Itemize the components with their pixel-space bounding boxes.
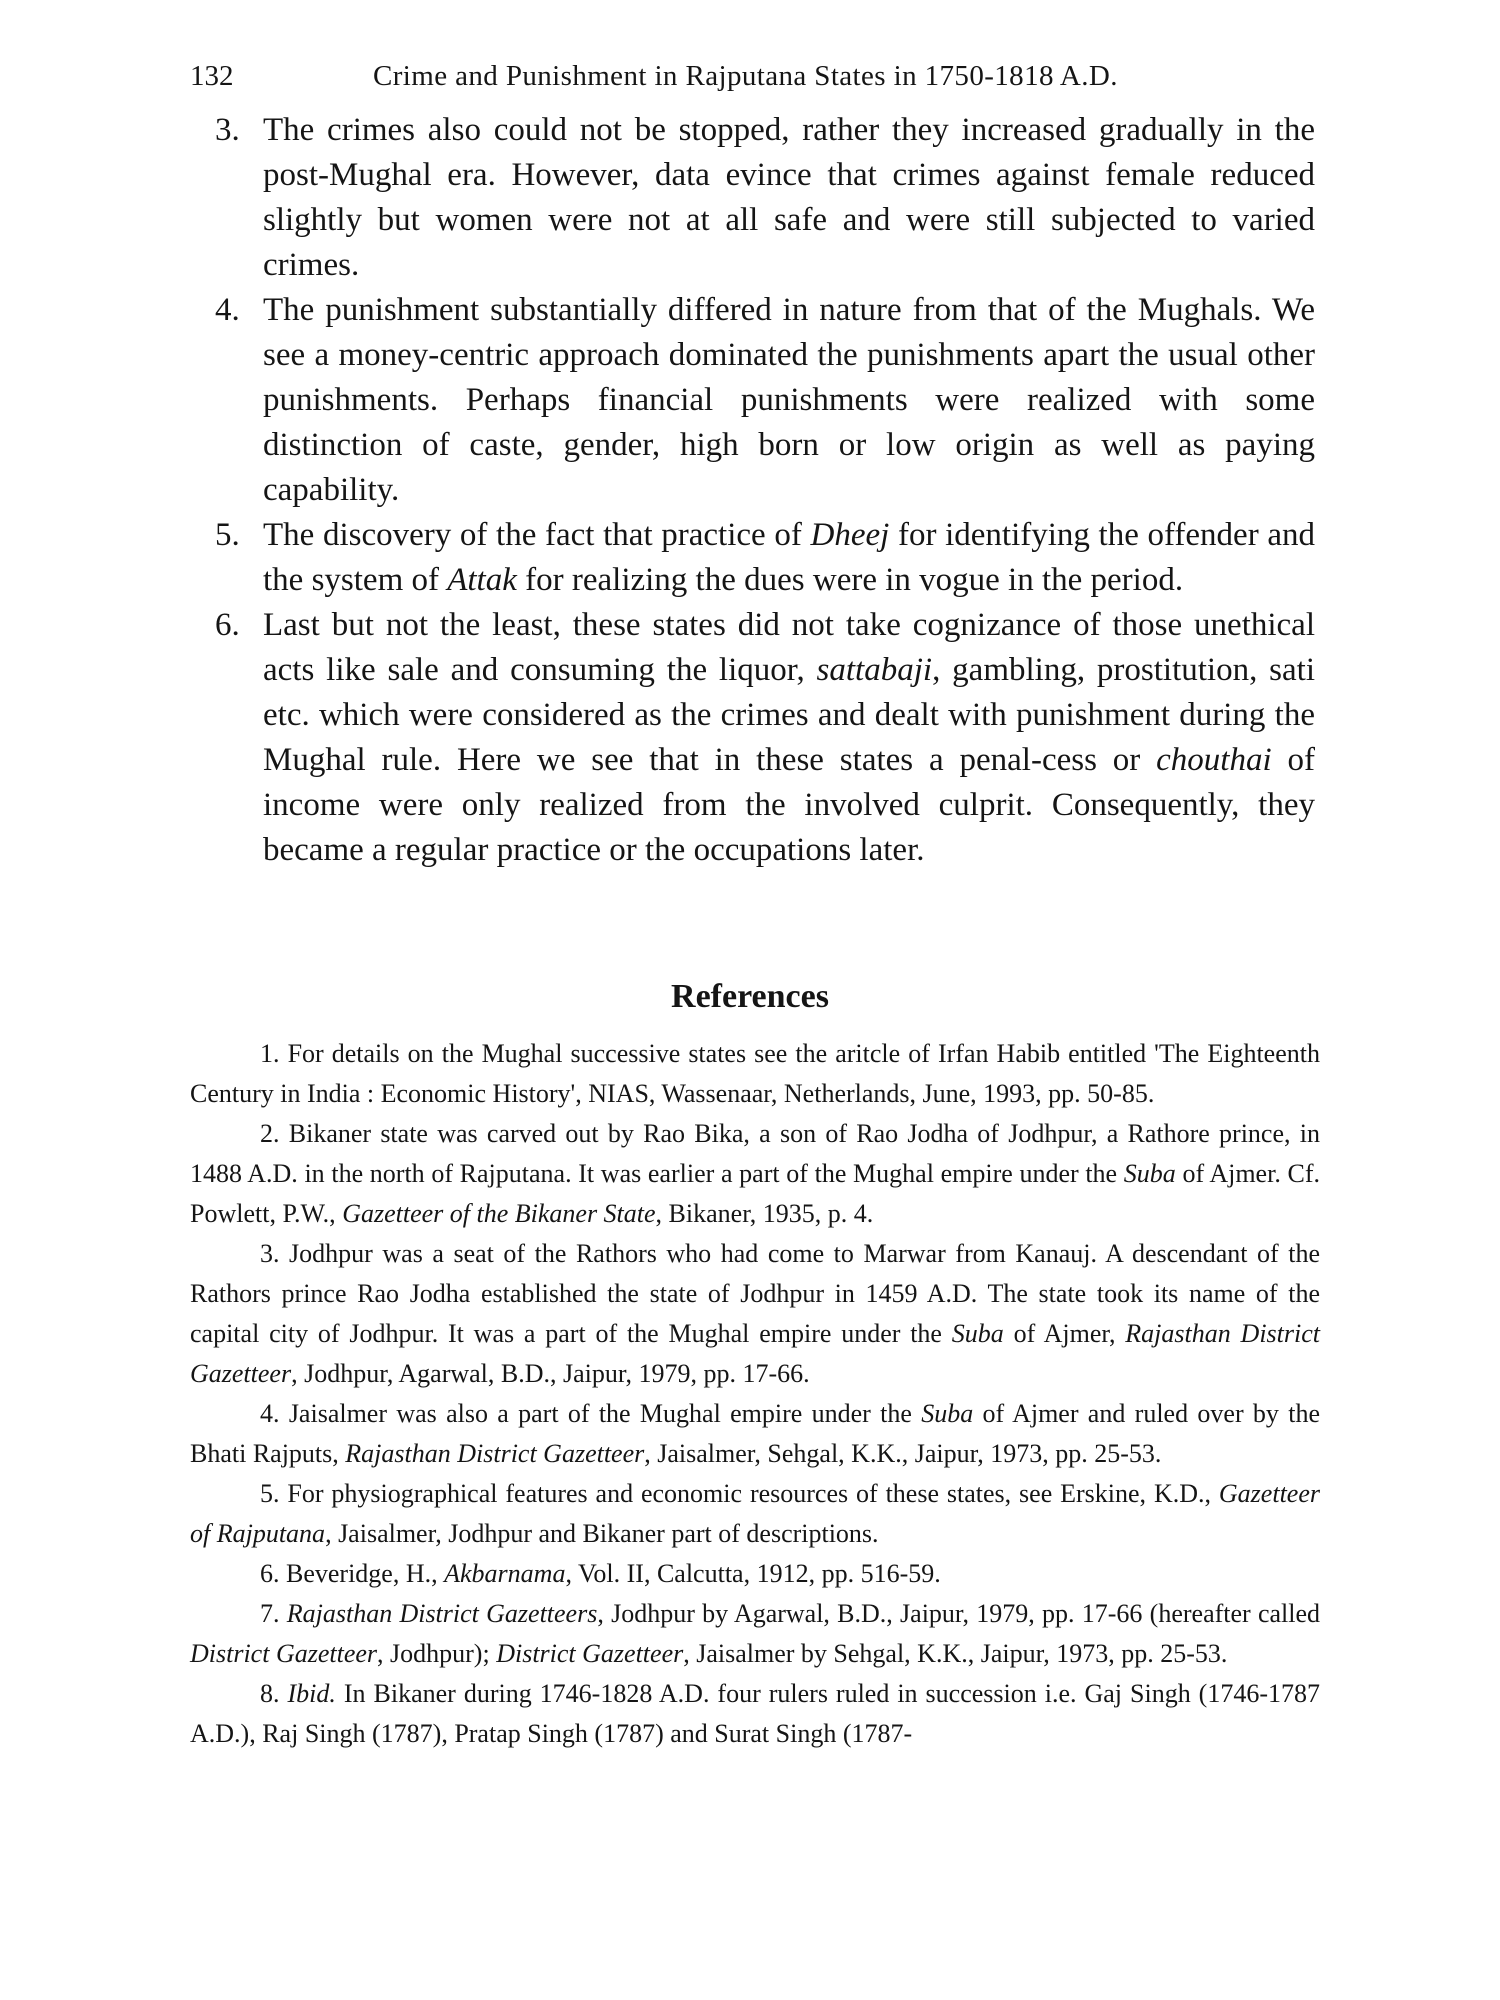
italic-title: District Gazetteer bbox=[496, 1639, 684, 1668]
reference-text: In Bikaner during 1746-1828 A.D. four rulers ruled in succession i.e. Gaj Singh (1746-1787 A.D.), Raj Singh (1787), Pratap Singh (1787) and Surat Singh (1787- bbox=[190, 1679, 1320, 1748]
item-text: The crimes also could not be stopped, rather they increased gradually in the post-Mughal era. However, data evince that crimes against female reduced slightly but women were not at all safe and were still subjected to varied crimes. bbox=[263, 112, 1315, 283]
reference-item bbox=[190, 1394, 1320, 1474]
item-text: , gambling, prostitution, sati etc. which were considered as the crimes and dealt with punishment during the Mughal rule. Here we see that in these states a penal-cess or bbox=[263, 652, 1316, 778]
item-text: The discovery of the fact that practice of bbox=[263, 517, 811, 553]
italic-title: Rajasthan District Gazetteer bbox=[345, 1439, 645, 1468]
reference-text: , Vol. II, Calcutta, 1912, pp. 516-59. bbox=[565, 1559, 941, 1588]
references-heading: References bbox=[671, 978, 829, 1015]
page-number: 132 bbox=[190, 60, 234, 92]
italic-term: Attak bbox=[447, 562, 517, 598]
item-text: for identifying the offender and the system of bbox=[263, 517, 1315, 598]
reference-text: 3. Jodhpur was a seat of the Rathors who had come to Marwar from Kanauj. A descendant of the Rathors prince Rao Jodha established the state of Jodhpur in 1459 A.D. The state took its name of the capital city of Jodhpur. It was a part of the Mughal empire under the bbox=[190, 1239, 1320, 1348]
italic-title: Rajasthan District Gazetteer bbox=[190, 1319, 1320, 1388]
reference-text: of Ajmer and ruled over by the Bhati Rajputs, bbox=[190, 1399, 1320, 1468]
conclusion-item bbox=[215, 108, 1315, 288]
item-number: 6. bbox=[215, 607, 240, 643]
reference-text: of Ajmer, bbox=[1003, 1319, 1126, 1348]
reference-item bbox=[190, 1234, 1320, 1394]
item-text: Last but not the least, these states did not take cognizance of those unethical acts like sale and consuming the liquor, bbox=[263, 607, 1315, 688]
conclusions-list bbox=[215, 108, 1315, 873]
item-text: The punishment substantially differed in nature from that of the Mughals. We see a money-centric approach dominated the punishments apart the usual other punishments. Perhaps financial punishments were realized with some distinction of caste, gender, high born or low origin as well as paying capability. bbox=[263, 292, 1315, 508]
conclusion-item bbox=[215, 603, 1315, 873]
references-list bbox=[190, 1034, 1320, 1754]
running-header bbox=[190, 56, 1320, 96]
item-text: for realizing the dues were in vogue in the period. bbox=[516, 562, 1184, 598]
item-number: 3. bbox=[215, 112, 240, 148]
reference-item bbox=[190, 1594, 1320, 1674]
conclusion-item bbox=[215, 513, 1315, 603]
reference-text: 8. bbox=[260, 1679, 288, 1708]
reference-text: , Bikaner, 1935, p. 4. bbox=[655, 1199, 874, 1228]
italic-term: sattabaji bbox=[816, 652, 933, 688]
item-number: 5. bbox=[215, 517, 240, 553]
italic-title: District Gazetteer bbox=[190, 1639, 378, 1668]
reference-text: 1. For details on the Mughal successive states see the aritcle of Irfan Habib entitled 'The Eighteenth Century in India : Economic History', NIAS, Wassenaar, Netherlands, June, 1993, pp. 50-85. bbox=[190, 1039, 1320, 1108]
reference-text: 6. Beveridge, H., bbox=[260, 1559, 445, 1588]
reference-text: 4. Jaisalmer was also a part of the Mughal empire under the bbox=[260, 1399, 922, 1428]
italic-term: Dheej bbox=[810, 517, 890, 553]
italic-term: Ibid. bbox=[287, 1679, 336, 1708]
reference-item bbox=[190, 1474, 1320, 1554]
reference-text: , Jodhpur, Agarwal, B.D., Jaipur, 1979, pp. 17-66. bbox=[291, 1359, 810, 1388]
reference-item bbox=[190, 1554, 1320, 1594]
reference-text: 2. Bikaner state was carved out by Rao Bika, a son of Rao Jodha of Jodhpur, a Rathore prince, in 1488 A.D. in the north of Rajputana. It was earlier a part of the Mughal empire under the bbox=[190, 1119, 1320, 1188]
reference-text: 5. For physiographical features and economic resources of these states, see Erskine, K.D., bbox=[260, 1479, 1219, 1508]
italic-title: Gazetteer of Rajputana bbox=[190, 1479, 1320, 1548]
italic-term: Suba bbox=[1123, 1159, 1176, 1188]
reference-text: 7. bbox=[260, 1599, 287, 1628]
conclusion-item bbox=[215, 288, 1315, 513]
reference-item bbox=[190, 1674, 1320, 1754]
italic-term: Suba bbox=[951, 1319, 1004, 1348]
italic-term: Suba bbox=[921, 1399, 974, 1428]
reference-text: , Jaisalmer by Sehgal, K.K., Jaipur, 1973, pp. 25-53. bbox=[683, 1639, 1228, 1668]
reference-text: , Jaisalmer, Jodhpur and Bikaner part of descriptions. bbox=[325, 1519, 879, 1548]
item-number: 4. bbox=[215, 292, 240, 328]
reference-text: of Ajmer. Cf. Powlett, P.W., bbox=[190, 1159, 1320, 1228]
reference-item bbox=[190, 1034, 1320, 1114]
italic-title: Rajasthan District Gazetteers bbox=[286, 1599, 598, 1628]
reference-text: , Jodhpur); bbox=[377, 1639, 497, 1668]
reference-text: , Jaisalmer, Sehgal, K.K., Jaipur, 1973, pp. 25-53. bbox=[644, 1439, 1162, 1468]
italic-term: chouthai bbox=[1156, 742, 1272, 778]
book-title: Crime and Punishment in Rajputana States in 1750-1818 A.D. bbox=[373, 60, 1118, 92]
reference-text: , Jodhpur by Agarwal, B.D., Jaipur, 1979, pp. 17-66 (hereafter called bbox=[597, 1599, 1321, 1628]
italic-title: Akbarnama bbox=[444, 1559, 566, 1588]
item-text: of income were only realized from the involved culprit. Consequently, they became a regular practice or the occupations later. bbox=[263, 742, 1315, 868]
reference-item bbox=[190, 1114, 1320, 1234]
italic-title: Gazetteer of the Bikaner State bbox=[342, 1199, 656, 1228]
